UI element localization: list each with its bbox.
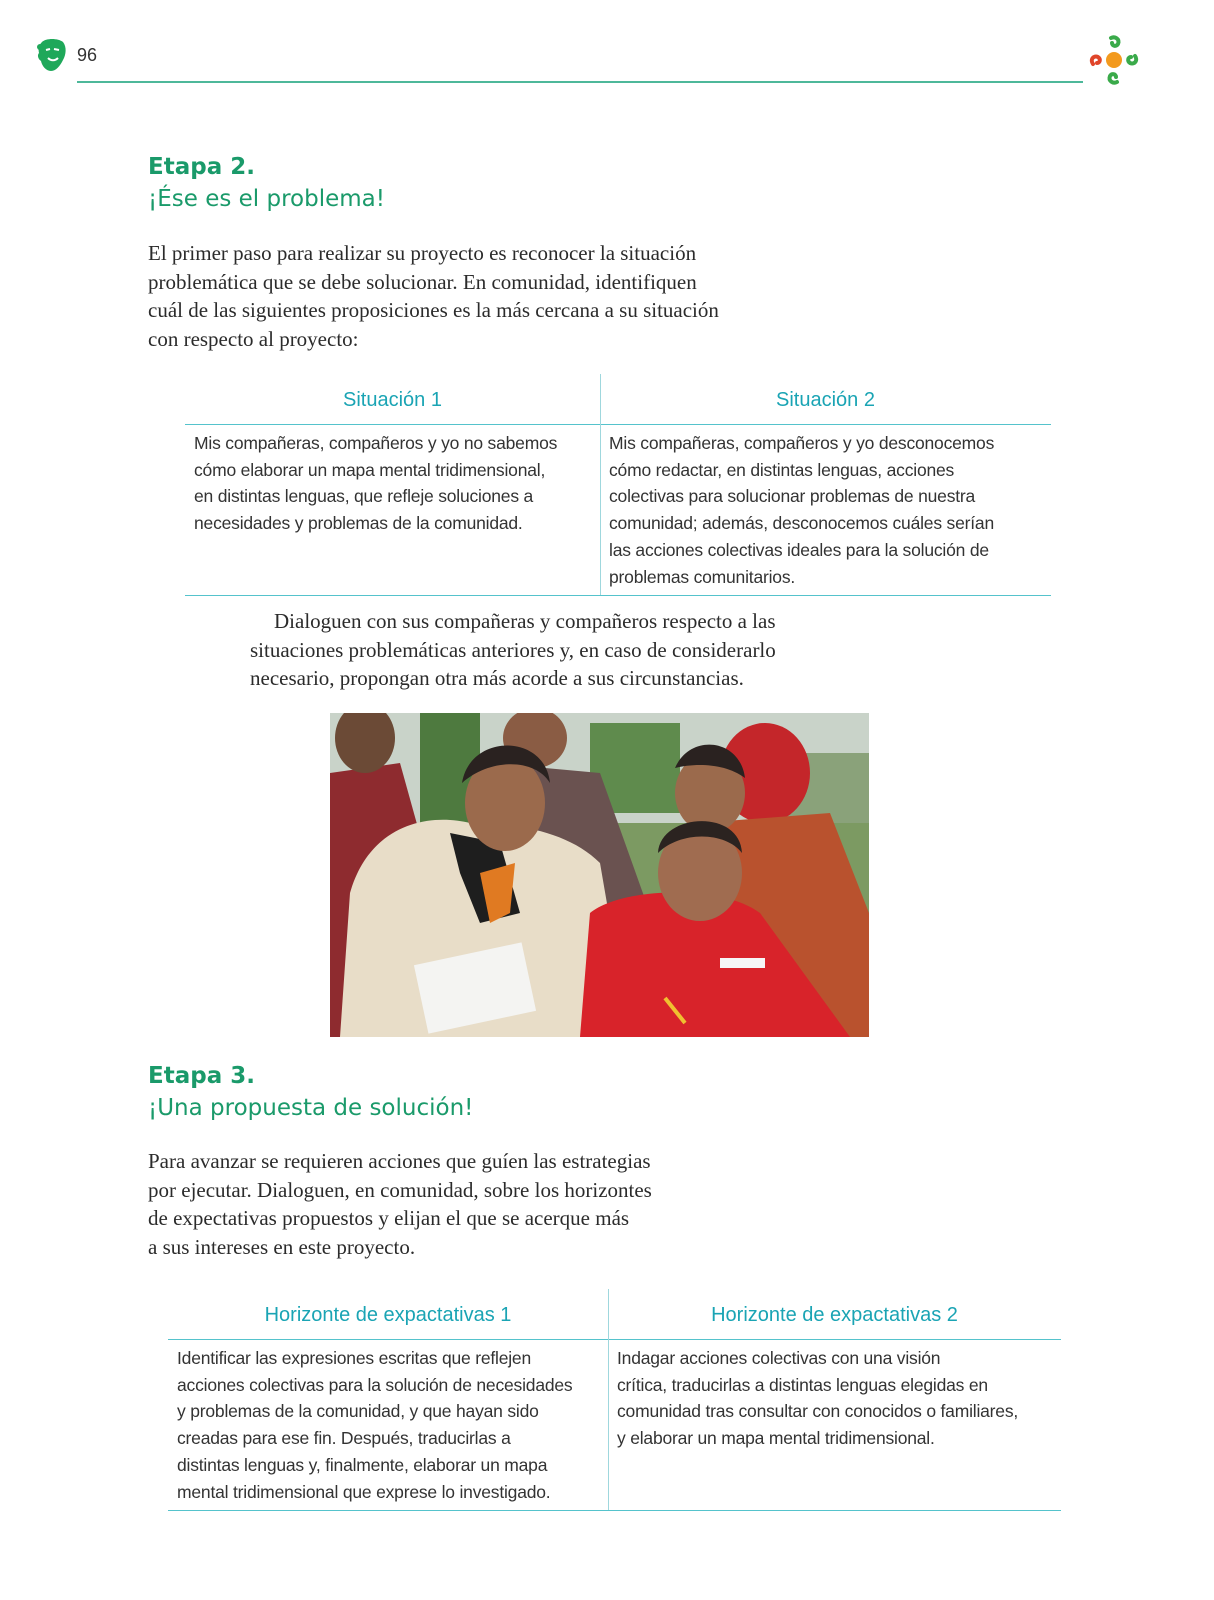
table-header-horizon-1: Horizonte de expactativas 1 [264, 1304, 512, 1326]
cell-line: cómo elaborar un mapa mental tridimensional, [194, 459, 546, 480]
stage-2-paragraph [148, 239, 788, 353]
cell-line: y elaborar un mapa mental tridimensional. [617, 1428, 935, 1449]
paragraph-line: de expectativas propuestos y elijan el que se acerque más [148, 1206, 630, 1230]
cell-line: Identificar las expresiones escritas que reflejen [177, 1348, 532, 1368]
cell-line: comunidad; además, desconocemos cuáles serían [609, 513, 994, 534]
paragraph-line: problemática que se debe solucionar. En comunidad, identifiquen [148, 269, 697, 294]
cell-line: las acciones colectivas ideales para la solución de [609, 539, 989, 560]
table-column-separator [608, 1289, 609, 1511]
paragraph-line: necesario, propongan otra más acorde a sus circunstancias. [250, 666, 744, 690]
cell-line: en distintas lenguas, que refleje soluciones a [194, 486, 534, 507]
cell-line: acciones colectivas para la solución de necesidades [177, 1374, 573, 1395]
horizons-table [168, 1289, 1061, 1511]
paragraph-line: por ejecutar. Dialoguen, en comunidad, sobre los horizontes [148, 1177, 652, 1202]
students-writing-photo [330, 713, 869, 1037]
table-bottom-rule [185, 595, 1051, 596]
page-number: 96 [77, 45, 98, 65]
cell-line: crítica, traducirlas a distintas lenguas elegidas en [617, 1374, 988, 1395]
cell-line: mental tridimensional que exprese lo investigado. [177, 1481, 551, 1502]
header-rule [77, 81, 1083, 83]
cell-line: necesidades y problemas de la comunidad. [194, 513, 523, 534]
table-header-situation-1: Situación 1 [343, 389, 442, 411]
stage-3-paragraph [148, 1147, 748, 1261]
cell-line: problemas comunitarios. [609, 566, 796, 587]
table-column-separator [600, 374, 601, 596]
situations-table [185, 374, 1051, 596]
situation-1-cell [194, 430, 594, 537]
cell-line: creadas para ese fin. Después, traducirlas a [177, 1428, 511, 1449]
cell-line: comunidad tras consultar con conocidos o familiares, [617, 1401, 1019, 1422]
table-bottom-rule [168, 1510, 1061, 1511]
horizon-2-cell [617, 1345, 1057, 1452]
table-header-horizon-2: Horizonte de expactativas 2 [711, 1304, 958, 1326]
paragraph-line: El primer paso para realizar su proyecto es reconocer la situación [148, 241, 697, 265]
cell-line: distintas lenguas y, finalmente, elaborar un mapa [177, 1454, 548, 1475]
cell-line: colectivas para solucionar problemas de nuestra [609, 486, 976, 507]
table-header-situation-2: Situación 2 [776, 389, 875, 411]
paragraph-line: Para avanzar se requieren acciones que guíen las estrategias [148, 1149, 651, 1173]
stage-3-title: Etapa 3. [148, 1063, 255, 1089]
flower-pinwheel-logo-icon [1087, 34, 1141, 86]
horizon-1-cell [177, 1345, 605, 1505]
table-header-rule [168, 1339, 1061, 1340]
table-header-rule [185, 424, 1051, 425]
cell-line: cómo redactar, en distintas lenguas, acciones [609, 459, 955, 480]
stage-3-subtitle: ¡Una propuesta de solución! [148, 1095, 474, 1121]
paragraph-line: situaciones problemáticas anteriores y, en caso de considerarlo [250, 637, 776, 662]
situation-2-cell [609, 430, 1049, 590]
cell-line: Mis compañeras, compañeros y yo desconocemos [609, 433, 995, 453]
stage-2-title: Etapa 2. [148, 154, 255, 180]
dialogue-paragraph [250, 607, 850, 693]
green-mask-logo-icon [36, 38, 68, 72]
paragraph-line: a sus intereses en este proyecto. [148, 1234, 416, 1259]
stage-2-subtitle: ¡Ése es el problema! [148, 186, 385, 212]
cell-line: Indagar acciones colectivas con una visión [617, 1348, 941, 1368]
cell-line: Mis compañeras, compañeros y yo no sabemos [194, 433, 558, 453]
cell-line: y problemas de la comunidad, y que hayan sido [177, 1401, 539, 1422]
paragraph-line: Dialoguen con sus compañeras y compañeros respecto a las [274, 609, 776, 633]
paragraph-line: cuál de las siguientes proposiciones es la más cercana a su situación [148, 298, 719, 322]
paragraph-line: con respecto al proyecto: [148, 326, 359, 351]
